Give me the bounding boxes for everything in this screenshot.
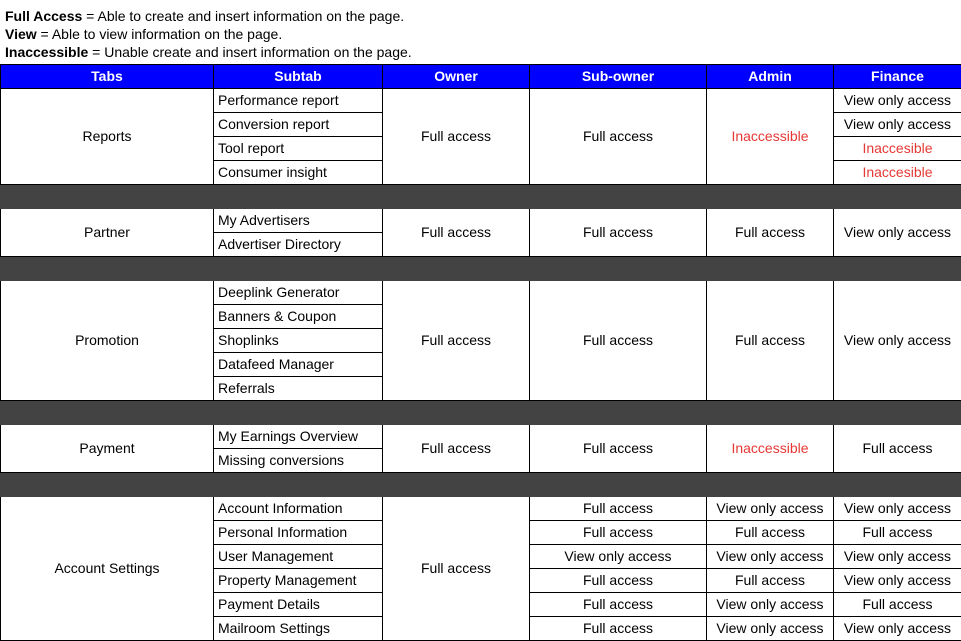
section-separator (1, 473, 961, 497)
admin-cell: Full access (707, 569, 834, 593)
section-separator (1, 401, 961, 425)
header-admin: Admin (707, 65, 834, 89)
table-row (1, 497, 961, 521)
subtab-cell: Conversion report (214, 113, 383, 137)
subowner-cell: Full access (530, 593, 707, 617)
subtab-cell: My Earnings Overview (214, 425, 383, 449)
subowner-cell: Full access (530, 617, 707, 641)
owner-cell: Full access (383, 281, 530, 401)
owner-cell: Full access (383, 425, 530, 473)
legend-inaccessible: Inaccessible = Unable create and insert information on the page. (5, 44, 412, 60)
subtab-cell: Deeplink Generator (214, 281, 383, 305)
admin-cell: View only access (707, 545, 834, 569)
section-separator (1, 257, 961, 281)
finance-cell: Inaccesible (834, 137, 961, 161)
header-finance: Finance (834, 65, 961, 89)
table-row (1, 89, 961, 113)
finance-cell: View only access (834, 569, 961, 593)
finance-cell: View only access (834, 113, 961, 137)
subtab-cell: Personal Information (214, 521, 383, 545)
permissions-table (0, 64, 961, 641)
admin-cell: Full access (707, 209, 834, 257)
admin-cell: Full access (707, 281, 834, 401)
legend-view: View = Able to view information on the page. (5, 26, 283, 42)
finance-cell: View only access (834, 545, 961, 569)
finance-cell: View only access (834, 209, 961, 257)
subowner-cell: View only access (530, 545, 707, 569)
subtab-cell: Missing conversions (214, 449, 383, 473)
finance-cell: Inaccesible (834, 161, 961, 185)
admin-cell: Full access (707, 521, 834, 545)
subtab-cell: Account Information (214, 497, 383, 521)
subtab-cell: Shoplinks (214, 329, 383, 353)
subtab-cell: Datafeed Manager (214, 353, 383, 377)
finance-cell: View only access (834, 497, 961, 521)
tab-partner: Partner (1, 209, 214, 257)
admin-cell: View only access (707, 593, 834, 617)
admin-cell: View only access (707, 497, 834, 521)
header-subowner: Sub-owner (530, 65, 707, 89)
subowner-cell: Full access (530, 497, 707, 521)
header-owner: Owner (383, 65, 530, 89)
finance-cell: View only access (834, 281, 961, 401)
header-tabs: Tabs (1, 65, 214, 89)
subowner-cell: Full access (530, 521, 707, 545)
owner-cell: Full access (383, 89, 530, 185)
tab-payment: Payment (1, 425, 214, 473)
subtab-cell: My Advertisers (214, 209, 383, 233)
subtab-cell: Property Management (214, 569, 383, 593)
subtab-cell: Mailroom Settings (214, 617, 383, 641)
subowner-cell: Full access (530, 209, 707, 257)
subowner-cell: Full access (530, 281, 707, 401)
table-row (1, 425, 961, 449)
subtab-cell: Advertiser Directory (214, 233, 383, 257)
table-row (1, 281, 961, 305)
subtab-cell: Payment Details (214, 593, 383, 617)
finance-cell: View only access (834, 617, 961, 641)
tab-account-settings: Account Settings (1, 497, 214, 641)
legend (5, 7, 412, 61)
header-row (1, 65, 961, 89)
finance-cell: Full access (834, 425, 961, 473)
finance-cell: Full access (834, 521, 961, 545)
header-subtab: Subtab (214, 65, 383, 89)
section-separator (1, 185, 961, 209)
table-row (1, 209, 961, 233)
subtab-cell: Referrals (214, 377, 383, 401)
subtab-cell: Consumer insight (214, 161, 383, 185)
subowner-cell: Full access (530, 89, 707, 185)
finance-cell: View only access (834, 89, 961, 113)
subtab-cell: Banners & Coupon (214, 305, 383, 329)
tab-promotion: Promotion (1, 281, 214, 401)
subtab-cell: Tool report (214, 137, 383, 161)
owner-cell: Full access (383, 209, 530, 257)
admin-cell: Inaccessible (707, 89, 834, 185)
subowner-cell: Full access (530, 569, 707, 593)
subtab-cell: Performance report (214, 89, 383, 113)
owner-cell: Full access (383, 497, 530, 641)
subowner-cell: Full access (530, 425, 707, 473)
admin-cell: Inaccessible (707, 425, 834, 473)
tab-reports: Reports (1, 89, 214, 185)
admin-cell: View only access (707, 617, 834, 641)
subtab-cell: User Management (214, 545, 383, 569)
finance-cell: Full access (834, 593, 961, 617)
legend-full-access: Full Access = Able to create and insert information on the page. (5, 8, 405, 24)
